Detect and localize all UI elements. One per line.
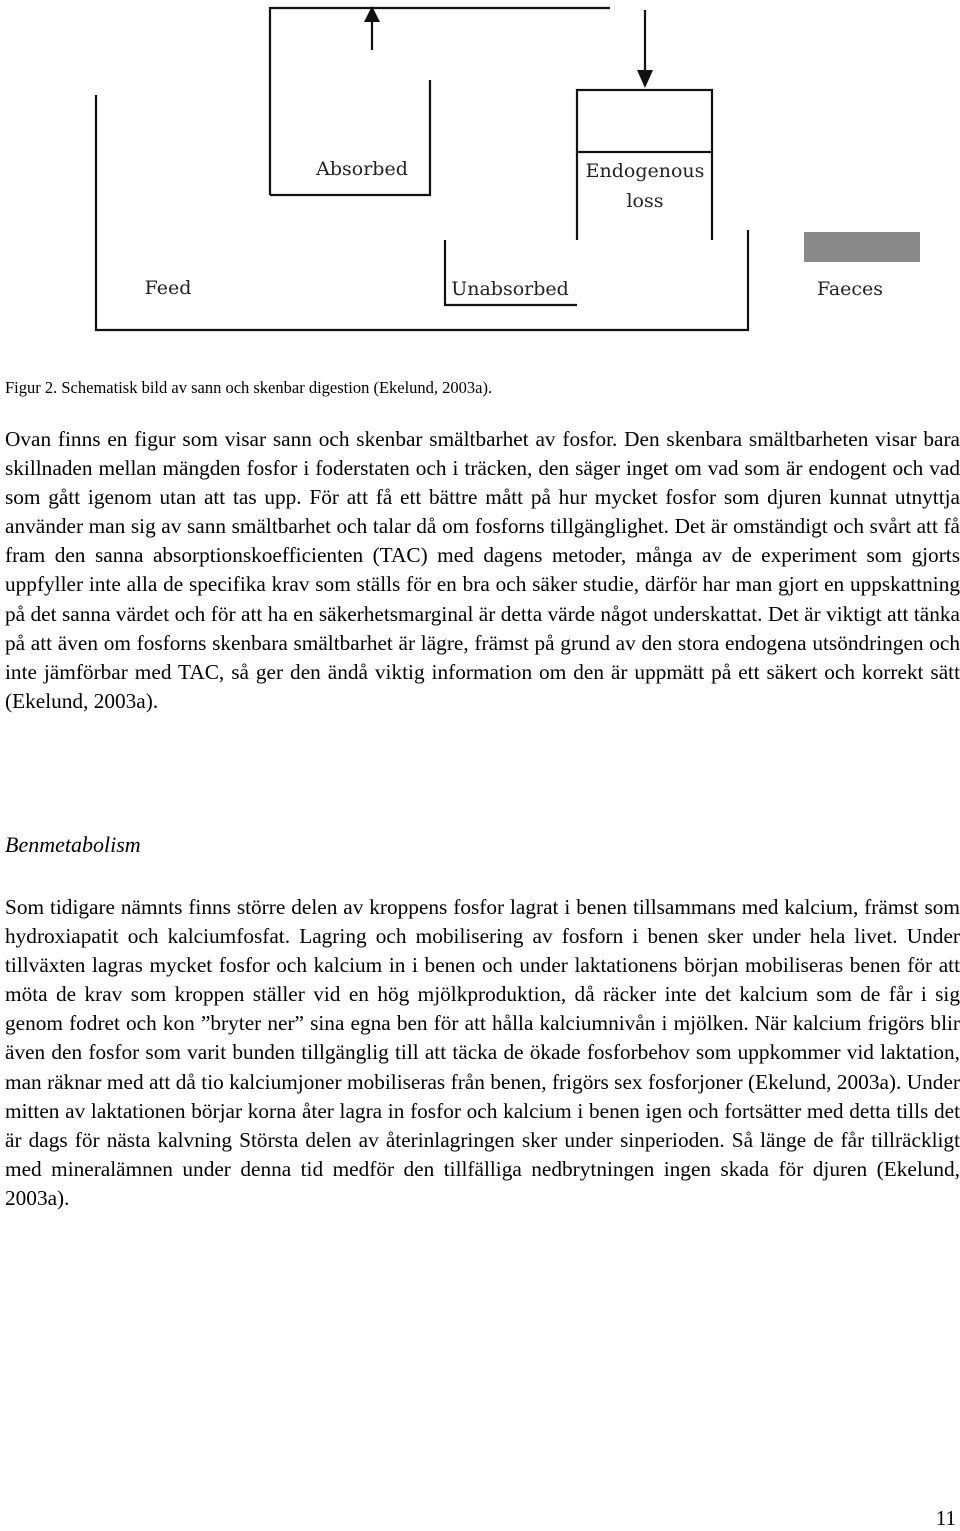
unabsorbed-label: Unabsorbed: [451, 278, 569, 300]
absorbed-label: Absorbed: [316, 158, 408, 180]
feed-label: Feed: [144, 277, 192, 299]
figure-caption: Figur 2. Schematisk bild av sann och skenbar digestion (Ekelund, 2003a).: [5, 378, 493, 397]
faeces-compartment: [748, 230, 920, 300]
endogenous-compartment: [577, 90, 712, 240]
digestion-diagram: [0, 0, 960, 350]
down-arrow-icon: [637, 70, 653, 88]
faeces-label: Faeces: [816, 278, 884, 300]
unabsorbed-compartment: [445, 240, 577, 305]
absorbed-compartment: [270, 80, 430, 195]
page-number: 11: [935, 1506, 956, 1530]
endogenous-flow-line: [637, 10, 653, 88]
paragraph-bone-metabolism: Som tidigare nämnts finns större delen av kroppens fosfor lagrat i benen tillsammans med kalcium, främst som hydroxiapatit och kalciumfosfat. Lagring och mobilisering av fosforn i benen sker under hela livet. Under tillväxten lagras mycket fosfor och kalcium in i benen och under laktationens början mobiliseras benen för att möta de krav som kroppen ställer vid en hög mjölkproduktion, då räcker inte det kalcium som de får i sig genom fodret och kon ”bryter ner” sina egna ben för att hålla kalciumnivån i mjölken. När kalcium frigörs blir även den fosfor som varit bunden tillgänglig till att täcka de ökade fosforbehov som uppkommer vid laktation, man räknar med att då tio kalciumjoner mobiliseras från benen, frigörs sex fosforjoner (Ekelund, 2003a). Under mitten av laktationen börjar korna åter lagra in fosfor och kalcium i benen igen och fortsätter med detta tills det är dags för nästa kalvning Största delen av återinlagringen sker under sinperioden. Så länge de får tillräckligt med mineralämnen under denna tid medför den tillfälliga nedbrytningen ingen skada för djuren (Ekelund, 2003a).: [5, 895, 960, 1210]
endogenous-label-line1: Endogenous: [585, 160, 705, 182]
endogenous-label-line2: loss: [626, 190, 664, 212]
section-heading: Benmetabolism: [5, 832, 141, 857]
faeces-fill: [804, 232, 920, 262]
paragraph-digestion: Ovan finns en figur som visar sann och skenbar smältbarhet av fosfor. Den skenbara smältbarheten visar bara skillnaden mellan mängden fosfor i foderstaten och i träcken, den säger inget om vad som är endogent och vad som gått igenom utan att tas upp. För att få ett bättre mått på hur mycket fosfor som djuren kunnat utnyttja använder man sig av sann smältbarhet och talar då om fosforns tillgänglighet. Det är omständigt och svårt att få fram den sanna absorptionskoefficienten (TAC) med dagens metoder, många av de experiment som gjorts uppfyller inte alla de specifika krav som ställs för en bra och säker studie, därför har man gjort en uppskattning på det sanna värdet och för att ha en säkerhetsmarginal är detta värde något underskattat. Det är viktigt att tänka på att även om fosforns skenbara smältbarhet är lägre, främst på grund av den stora endogena utsöndringen och inte jämförbar med TAC, så ger den ändå viktig information om den är uppmätt på ett säkert och korrekt sätt (Ekelund, 2003a).: [5, 427, 960, 713]
